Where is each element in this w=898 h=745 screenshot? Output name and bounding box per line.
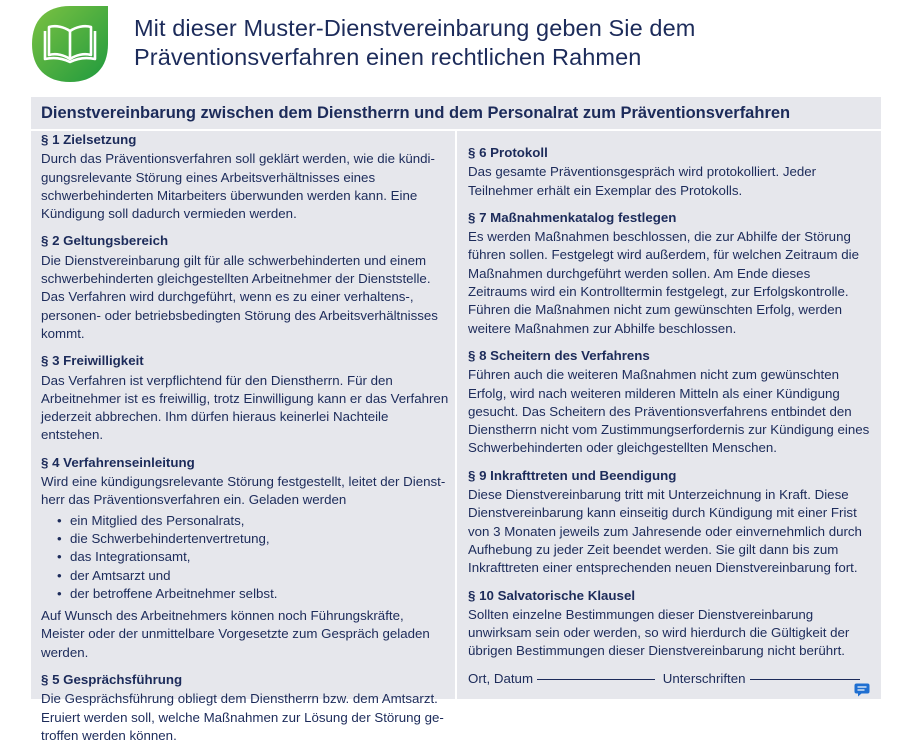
right-column <box>468 144 870 699</box>
list-item: • ein Mitglied des Personalrats, <box>57 512 449 530</box>
section-heading: § 1 Zielsetzung <box>41 132 137 147</box>
section-heading: § 10 Salvatorische Klausel <box>468 587 636 603</box>
section-text: Die Dienstvereinbarung gilt für alle schwerbehinderten und einem schwerbehinderten gleichgestellten Arbeitnehmer der Dienststelle. Das Verfahren wird durchgeführt, wenn es zu einer verhaltens-, personen- oder betriebsbedingten Störung des Arbeitsverhältnisses kommt. <box>41 252 438 341</box>
section-text: Das gesamte Präventionsgespräch wird protokolliert. Jeder Teilnehmer erhält ein Exemplar des Protokolls. <box>468 164 817 198</box>
section-8 <box>468 347 870 458</box>
section-text: Diese Dienstvereinbarung tritt mit Unterzeichnung in Kraft. Diese Dienstvereinbarung kann einseitig durch Kündigung mit einer Frist von 3 Monaten jeweils zum Jahresende oder einvernehmlich durch Aufhebung zu jeder Zeit beendet werden. Sie gilt dann bis zum Inkrafttreten einer entsprechenden neuen Dienstvereinbarung fort. <box>468 487 862 576</box>
section-text: Führen auch die weiteren Maßnahmen nicht zum gewünschten Erfolg, wird nach weiteren milderen Mitteln als einer Kündigung gesucht. Das Scheitern des Präventionsverfahrens entbindet den Dienstherrn nicht vom Zustimmungserfordernis zur Kündigung eines Schwerbehinderten oder gleichgestellten Menschen. <box>468 367 870 456</box>
signatures-label: Unterschriften <box>662 670 746 686</box>
agreement-box <box>31 97 881 743</box>
section-heading: § 8 Scheitern des Verfahrens <box>468 347 650 363</box>
list-item: • das Integrationsamt, <box>57 548 449 566</box>
place-date-label: Ort, Datum <box>468 670 534 686</box>
place-date-field[interactable] <box>537 679 655 680</box>
section-text: Auf Wunsch des Arbeitnehmers können noch Führungskräfte, Meister oder der unmittelbare Vorgesetzte zum Gespräch geladen werden. <box>41 608 430 660</box>
page-title-line-1: Mit dieser Muster-Dienstvereinbarung geben Sie dem <box>134 15 696 41</box>
section-text: Sollten einzelne Bestimmungen dieser Dienstvereinbarung unwirksam sein oder werden, so wird hierdurch die Gültigkeit der übrigen Bestimmungen dieser Dienstvereinbarung nicht berührt. <box>468 606 850 659</box>
section-6 <box>468 144 870 200</box>
section-1 <box>41 131 449 223</box>
section-2 <box>41 232 449 343</box>
section-3 <box>41 352 449 444</box>
participant-list <box>41 512 449 603</box>
signature-line <box>468 670 870 688</box>
section-text: Die Gesprächsführung obliegt dem Dienstherrn bzw. dem Amtsarzt. Eruiert werden soll, welche Maßnahmen zur Lösung der Störung getroffen werden können. <box>41 691 444 743</box>
list-item: • die Schwerbehindertenvertretung, <box>57 530 449 548</box>
section-heading: § 4 Verfahrenseinleitung <box>41 454 195 470</box>
list-item: • der Amtsarzt und <box>57 567 449 585</box>
signatures-field[interactable] <box>750 679 860 680</box>
list-item: • der betroffene Arbeitnehmer selbst. <box>57 585 449 603</box>
section-heading: § 5 Gesprächsführung <box>41 672 183 688</box>
agreement-title: Dienstvereinbarung zwischen dem Dienstherrn und dem Personalrat zum Präventionsverfahren <box>31 97 881 131</box>
section-text: Durch das Präventionsverfahren soll geklärt werden, wie die kündigungsrelevante Störung eines Arbeitsverhältnisses eines schwerbehinderten Mitarbeiters überwunden werden kann. Eine Kündigung soll dadurch vermieden werden. <box>41 151 435 222</box>
section-7 <box>468 209 870 338</box>
book-icon <box>32 6 108 82</box>
section-text: Es werden Maßnahmen beschlossen, die zur Abhilfe der Störung führen sollen. Festgelegt wird außerdem, für welchen Zeitraum die Maßnahmen durchgeführt werden sollen. Am Ende dieses Zeitraums wird ein Kontrolltermin festgelegt, zur Erfolgskontrolle. Führen die Maßnahmen nicht zum gewünschten Erfolg, werden weitere Maßnahmen zur Abhilfe beschlossen. <box>468 229 859 336</box>
page-title <box>134 14 874 72</box>
section-text: Wird eine kündigungsrelevante Störung festgestellt, leitet der Dienstherr das Präventionsverfahren ein. Geladen werden <box>41 474 446 508</box>
section-5 <box>41 671 449 745</box>
section-9 <box>468 467 870 578</box>
section-4 <box>41 454 449 662</box>
left-column <box>41 131 449 743</box>
page-title-line-2: Präventionsverfahren einen rechtlichen Rahmen <box>134 44 642 70</box>
section-heading: § 6 Protokoll <box>468 145 548 160</box>
column-divider <box>455 131 457 699</box>
section-heading: § 2 Geltungsbereich <box>41 233 169 249</box>
section-heading: § 9 Inkrafttreten und Beendigung <box>468 467 677 483</box>
comment-icon[interactable] <box>854 683 870 697</box>
section-text: Das Verfahren ist verpflichtend für den Dienstherrn. Für den Arbeitnehmer ist es freiwillig, trotz Einwilligung kann er das Verfahren jederzeit abbrechen. Ihm dürfen hieraus keinerlei Nachteile entstehen. <box>41 372 449 443</box>
section-10 <box>468 587 870 661</box>
section-heading: § 3 Freiwilligkeit <box>41 353 144 369</box>
section-heading: § 7 Maßnahmenkatalog festlegen <box>468 209 677 225</box>
